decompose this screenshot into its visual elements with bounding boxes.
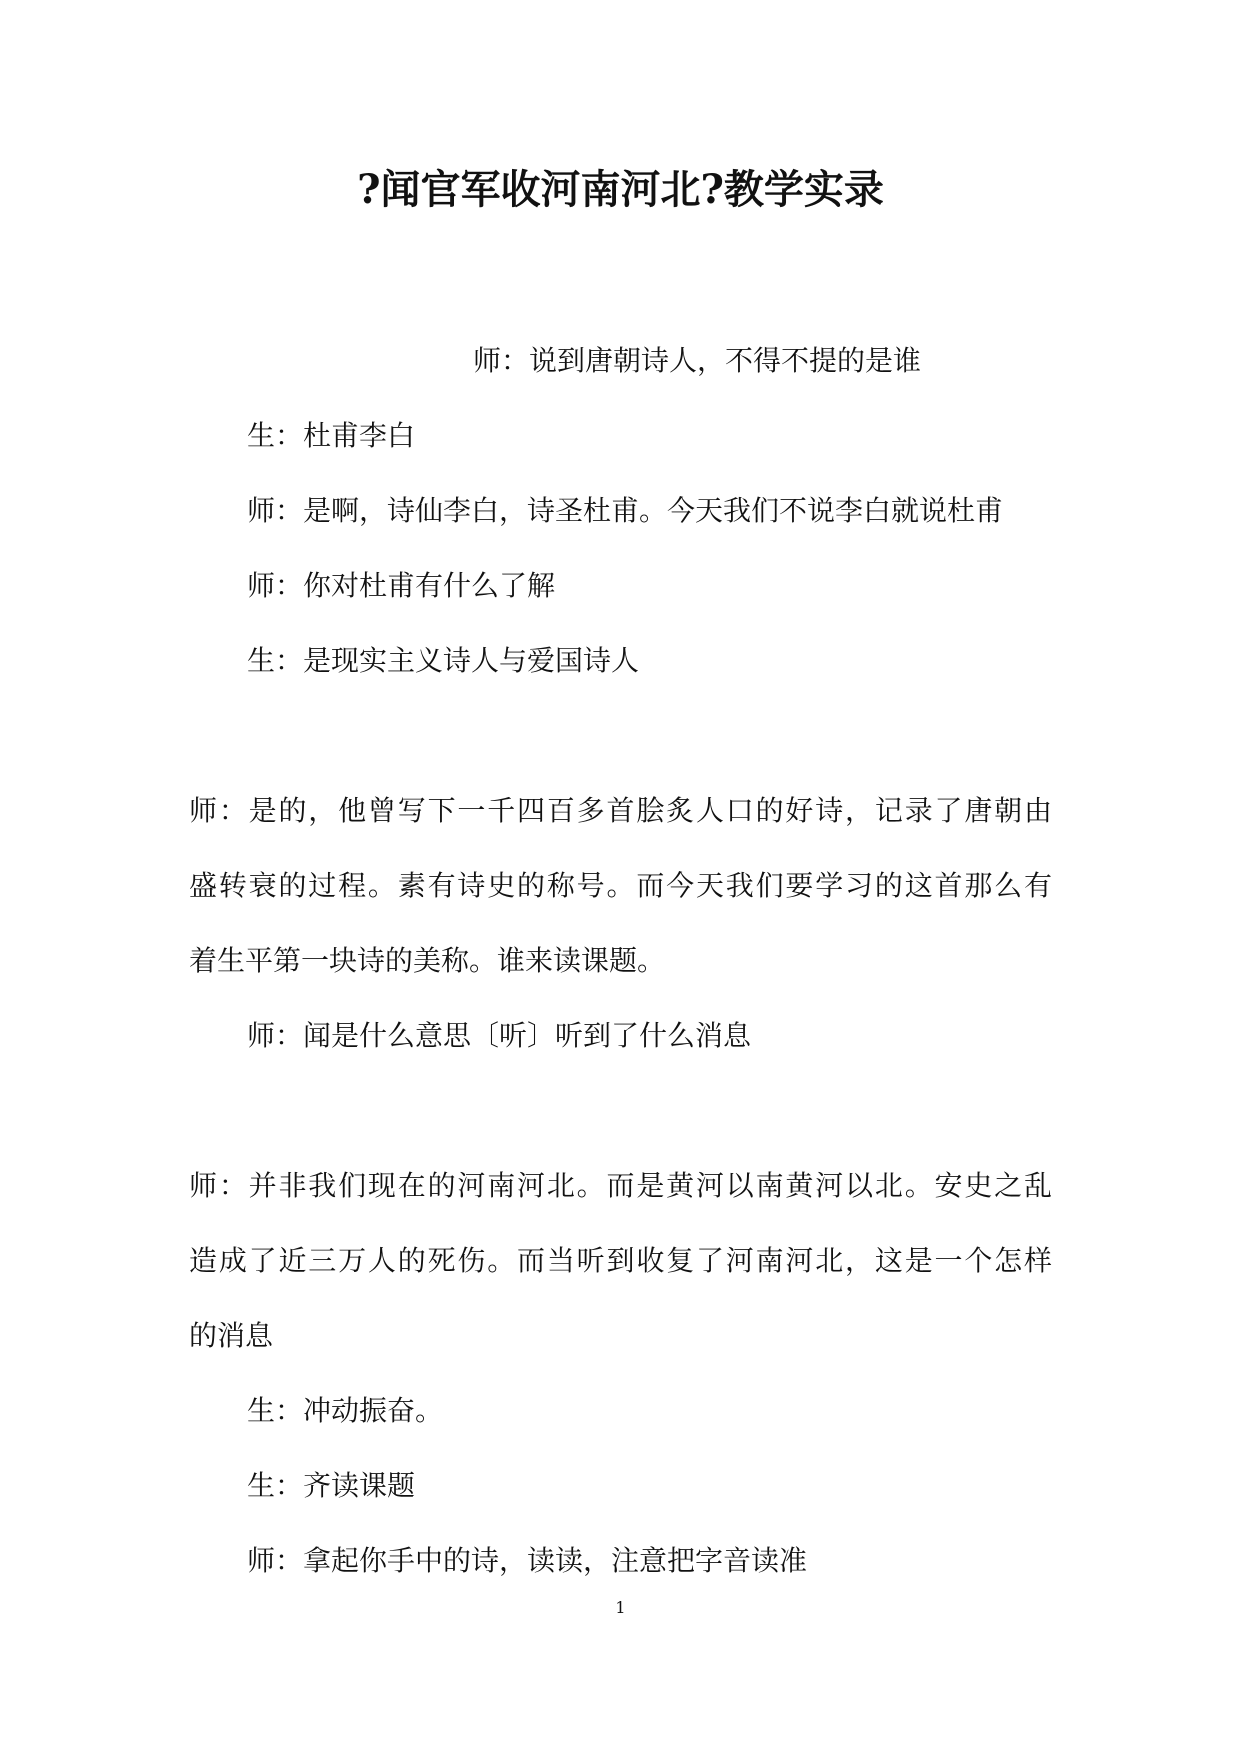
text-line: 师：拿起你手中的诗，读读，注意把字音读准 bbox=[247, 1544, 808, 1577]
text-line: 的消息 bbox=[189, 1319, 274, 1352]
document-title: ?闻官军收河南河北?教学实录 bbox=[357, 166, 884, 213]
text-line: 生：齐读课题 bbox=[247, 1469, 416, 1502]
text-line: 生：杜甫李白 bbox=[247, 419, 416, 452]
text-line: 师：你对杜甫有什么了解 bbox=[247, 569, 556, 602]
text-line: 师：是啊，诗仙李白，诗圣杜甫。今天我们不说李白就说杜甫 bbox=[247, 494, 1004, 527]
text-line: 盛转衰的过程。素有诗史的称号。而今天我们要学习的这首那么有 bbox=[189, 869, 1052, 902]
text-line: 生：是现实主义诗人与爱国诗人 bbox=[247, 644, 640, 677]
text-line: 生：冲动振奋。 bbox=[247, 1394, 444, 1427]
text-line: 师：是的，他曾写下一千四百多首脍炙人口的好诗，记录了唐朝由 bbox=[189, 794, 1052, 827]
page-number: 1 bbox=[615, 1598, 626, 1617]
text-line: 师：并非我们现在的河南河北。而是黄河以南黄河以北。安史之乱 bbox=[189, 1169, 1052, 1202]
text-line: 师：闻是什么意思〔听〕听到了什么消息 bbox=[247, 1019, 752, 1052]
text-line: 造成了近三万人的死伤。而当听到收复了河南河北，这是一个怎样 bbox=[189, 1244, 1052, 1277]
text-line: 着生平第一块诗的美称。谁来读课题。 bbox=[189, 944, 666, 977]
text-line: 师：说到唐朝诗人，不得不提的是谁 bbox=[473, 344, 922, 377]
